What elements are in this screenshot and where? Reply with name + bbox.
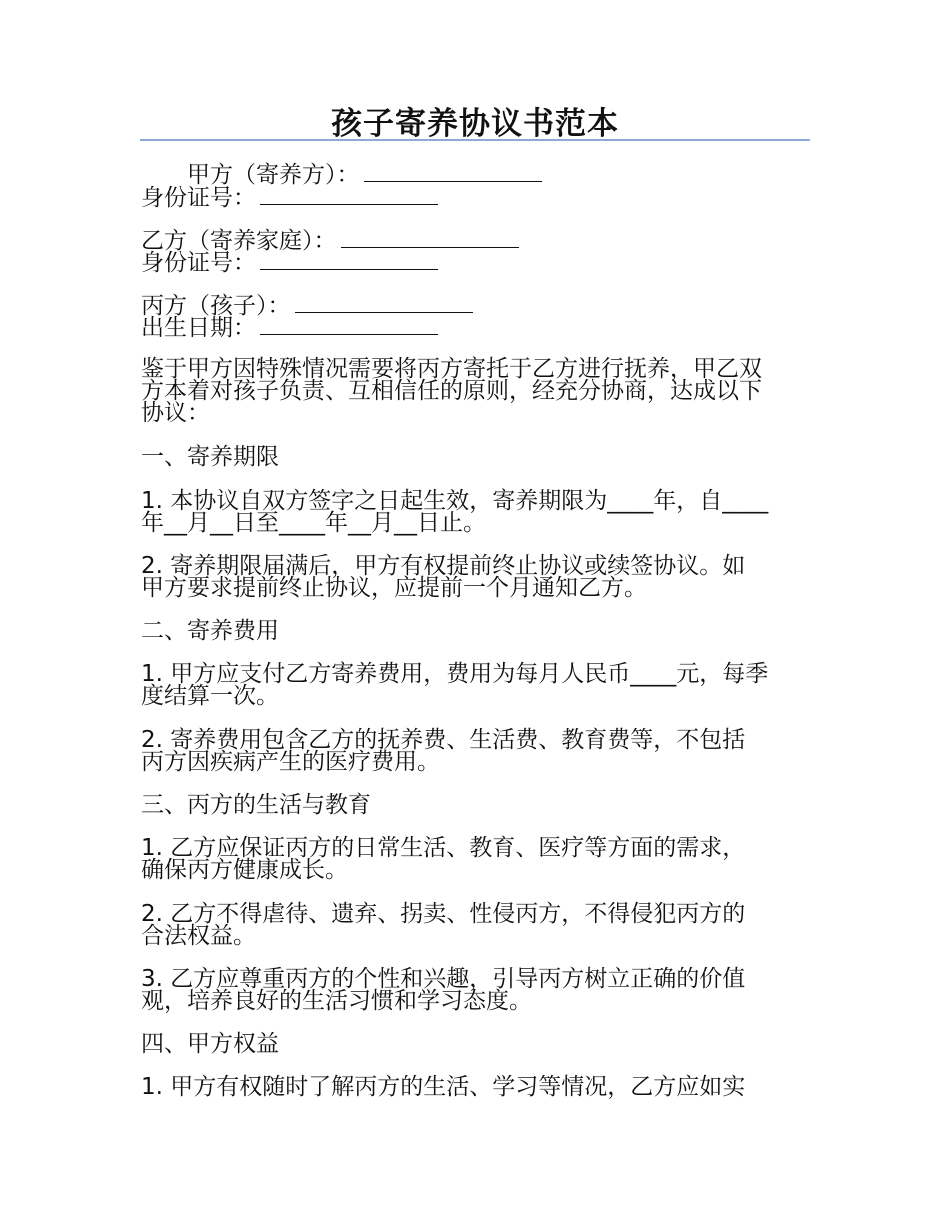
clause-line: 1. 甲方有权随时了解丙方的生活、学习等情况，乙方应如实 <box>141 1074 746 1100</box>
section-heading: 三、丙方的生活与教育 <box>141 792 371 818</box>
party-a-line <box>187 162 542 187</box>
intro-line: 鉴于甲方因特殊情况需要将丙方寄托于乙方进行抚养，甲乙双 <box>141 356 762 382</box>
title-underline <box>140 139 810 141</box>
clause-line: 2. 寄养费用包含乙方的抚养费、生活费、教育费等，不包括 <box>141 727 746 753</box>
party-c-birth-label: 出生日期： <box>141 315 256 341</box>
clause-line: 年__月__日至____年__月__日止。 <box>141 510 486 536</box>
clause-line: 2. 乙方不得虐待、遗弃、拐卖、性侵丙方，不得侵犯丙方的 <box>141 901 746 927</box>
clause-line: 甲方要求提前终止协议，应提前一个月通知乙方。 <box>141 575 647 601</box>
clause-line: 丙方因疾病产生的医疗费用。 <box>141 749 440 775</box>
intro-line: 协议： <box>141 400 210 426</box>
party-c-birth-line <box>141 315 438 340</box>
clause-line: 1. 乙方应保证丙方的日常生活、教育、医疗等方面的需求， <box>141 835 746 861</box>
document-title: 孩子寄养协议书范本 <box>331 106 619 142</box>
intro-line: 方本着对孩子负责、互相信任的原则，经充分协商，达成以下 <box>141 378 762 404</box>
party-a-label: 甲方（寄养方）： <box>187 162 360 188</box>
section-heading: 一、寄养期限 <box>141 444 279 470</box>
party-b-id-label: 身份证号： <box>141 250 256 276</box>
clause-line: 2. 寄养期限届满后，甲方有权提前终止协议或续签协议。如 <box>141 553 746 579</box>
party-b-id-blank[interactable] <box>260 250 438 270</box>
party-a-blank[interactable] <box>364 162 542 182</box>
party-b-blank[interactable] <box>341 228 519 248</box>
clause-line: 1. 本协议自双方签字之日起生效，寄养期限为____年，自____ <box>141 488 769 514</box>
clause-line: 合法权益。 <box>141 923 256 949</box>
clause-line: 1. 甲方应支付乙方寄养费用，费用为每月人民币____元，每季 <box>141 661 769 687</box>
section-heading: 四、甲方权益 <box>141 1031 279 1057</box>
party-a-id-blank[interactable] <box>260 185 438 205</box>
section-heading: 二、寄养费用 <box>141 618 279 644</box>
party-b-id-line <box>141 250 438 275</box>
party-c-birth-blank[interactable] <box>260 315 438 335</box>
party-b-label: 乙方（寄养家庭）： <box>141 228 337 254</box>
clause-line: 3. 乙方应尊重丙方的个性和兴趣，引导丙方树立正确的价值 <box>141 966 746 992</box>
party-c-label: 丙方（孩子）： <box>141 293 291 319</box>
clause-line: 确保丙方健康成长。 <box>141 857 348 883</box>
clause-line: 观，培养良好的生活习惯和学习态度。 <box>141 988 532 1014</box>
party-a-id-line <box>141 185 438 210</box>
party-a-id-label: 身份证号： <box>141 185 256 211</box>
clause-line: 度结算一次。 <box>141 683 279 709</box>
party-c-blank[interactable] <box>295 293 473 313</box>
